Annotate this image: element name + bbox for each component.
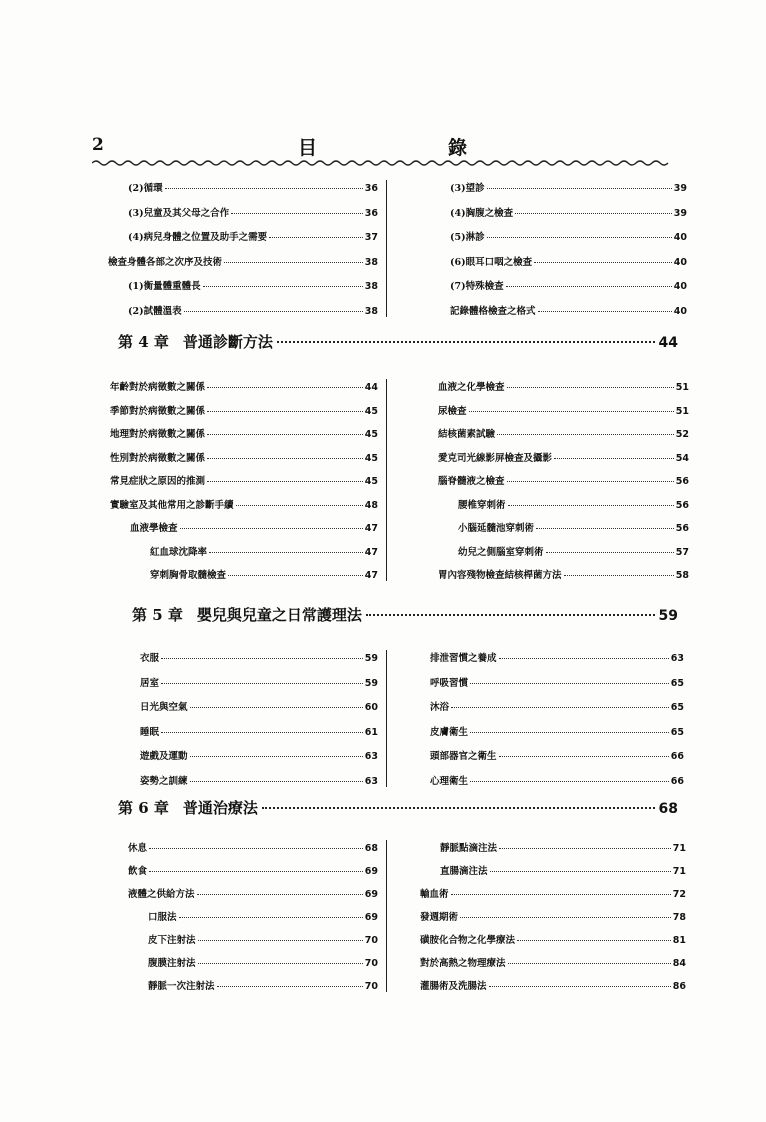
toc-entry-page: 40 [673,256,687,268]
toc-entry-page: 71 [672,866,686,877]
leader-dots [534,262,672,263]
leader-dots [149,848,363,849]
toc-entry-title: 結核菌素試驗 [438,429,496,440]
toc-entry [438,403,689,417]
toc-entry [140,675,378,689]
chapter-page: 68 [658,801,678,817]
toc-entry-page: 47 [364,570,378,581]
toc-entry [140,699,378,713]
toc-entry-title: (2)循環 [128,183,163,194]
leader-dots [180,528,363,529]
toc-entry-page: 63 [364,751,378,762]
toc-entry-page: 56 [675,523,689,534]
toc-entry-page: 59 [364,677,378,689]
leader-dots [487,188,672,189]
toc-entry-title: (2)試體溫表 [128,305,182,317]
toc-entry [450,278,687,292]
toc-entry [110,403,378,417]
toc-entry-title: 腹膜注射法 [148,958,196,969]
toc-entry-page: 45 [364,405,378,417]
chapter-5-heading [132,604,678,625]
chapter-page: 44 [658,335,678,351]
toc-entry [420,909,686,923]
leader-dots [198,963,363,964]
toc-entry [110,520,378,534]
leader-dots [207,434,363,435]
toc-entry-title: 皮下注射法 [148,935,196,946]
toc-entry-title: (7)特殊檢查 [450,281,504,292]
leader-dots [546,552,674,553]
leader-dots [207,387,363,388]
toc-entry-title: 性別對於病徵數之關係 [110,452,206,464]
toc-left-column [128,840,387,992]
toc-entry [450,180,687,194]
toc-entry [430,699,684,713]
toc-entry-page: 70 [364,958,378,969]
toc-entry-page: 72 [672,889,686,900]
toc-entry [108,278,378,292]
toc-entry-title: (3)兒童及其父母之合作 [128,207,230,219]
toc-entry-title: (5)淋診 [450,232,485,243]
leader-dots [190,756,363,757]
leader-dots [508,505,674,506]
toc-entry [438,544,689,558]
toc-entry-page: 39 [673,207,687,219]
running-title-left: 目 [298,137,320,159]
toc-entry-page: 86 [672,981,686,992]
toc-entry-title: 口服法 [148,912,177,923]
toc-entry [438,567,689,581]
toc-entry-page: 56 [675,476,689,487]
toc-entry-page: 70 [364,981,378,992]
toc-left-column [108,180,387,317]
toc-entry-page: 40 [673,305,687,317]
toc-entry-page: 48 [364,499,378,511]
toc-entry [140,773,378,787]
toc-entry [128,840,378,854]
toc-entry-page: 44 [364,382,378,393]
toc-entry-page: 45 [364,429,378,440]
toc-entry-title: 姿勢之訓練 [140,775,188,787]
toc-entry [128,978,378,992]
toc-entry-page: 56 [675,499,689,511]
leader-dots [197,894,363,895]
toc-entry [438,379,689,393]
toc-entry-page: 60 [364,702,378,713]
toc-entry-title: (1)衡量體重體長 [128,281,201,292]
toc-right-column [430,650,684,787]
leader-dots [262,807,655,809]
toc-entry [420,955,686,969]
toc-entry-page: 65 [670,677,684,689]
toc-entry-title: 排泄習慣之養成 [430,653,497,664]
toc-entry-title: (4)胸腹之檢查 [450,207,514,219]
leader-dots [224,262,363,263]
toc-entry-title: 呼吸習慣 [430,677,469,689]
toc-entry [430,724,684,738]
toc-entry-title: 對於高熱之物理療法 [420,958,506,969]
toc-entry-page: 45 [364,476,378,487]
toc-entry-page: 58 [675,570,689,581]
toc-entry-title: 血液學檢查 [130,523,178,534]
toc-entry [450,205,687,219]
toc-entry-title: 靜脈點滴注法 [440,843,498,854]
toc-entry-page: 39 [673,183,687,194]
toc-entry-title: 灌腸術及洗腸法 [420,981,487,992]
toc-entry [108,254,378,268]
toc-entry-title: 腦脊髓液之檢查 [438,476,505,487]
leader-dots [499,756,669,757]
chapter-4-heading [118,331,678,352]
leader-dots [190,707,363,708]
toc-entry-title: 磺胺化合物之化學療法 [420,935,516,946]
toc-entry-page: 47 [364,523,378,534]
leader-dots [499,658,669,659]
toc-entry [110,450,378,464]
toc-entry [420,863,686,877]
toc-entry-title: 地理對於病徵數之關係 [110,429,206,440]
page-number: 2 [92,135,104,155]
leader-dots [184,311,363,312]
toc-entry [430,650,684,664]
toc-entry [128,886,378,900]
leader-dots [497,434,674,435]
chapter-number: 第 4 章 [118,333,169,351]
toc-entry [110,473,378,487]
leader-dots [161,683,363,684]
leader-dots [203,286,363,287]
leader-dots [564,575,674,576]
toc-entry [140,650,378,664]
toc-entry-page: 65 [670,702,684,713]
toc-entry-page: 70 [364,935,378,946]
toc-entry-title: 睡眠 [140,726,160,738]
leader-dots [554,458,674,459]
header-wavy-rule [92,158,672,168]
leader-dots [366,614,655,616]
toc-entry-page: 69 [364,889,378,900]
toc-entry-title: 常見症狀之原因的推測 [110,476,206,487]
toc-entry [420,978,686,992]
toc-entry-page: 63 [670,653,684,664]
toc-entry [438,450,689,464]
toc-entry-title: 血液之化學檢查 [438,382,505,393]
leader-dots [470,781,669,782]
toc-entry [420,840,686,854]
toc-entry-title: 沐浴 [430,702,450,713]
toc-left-column [140,650,387,787]
leader-dots [536,528,674,529]
leader-dots [277,341,655,343]
toc-entry [450,254,687,268]
toc-entry-page: 38 [364,281,378,292]
toc-entry [140,724,378,738]
toc-entry-page: 71 [672,843,686,854]
leader-dots [149,871,363,872]
toc-entry [108,180,378,194]
toc-entry [438,473,689,487]
toc-entry [450,303,687,317]
leader-dots [231,213,363,214]
leader-dots [507,481,674,482]
chapter-6-heading [118,797,678,818]
toc-entry-title: 年齡對於病徵數之關係 [110,382,206,393]
toc-entry-page: 51 [675,405,689,417]
toc-entry-page: 52 [675,429,689,440]
leader-dots [161,658,363,659]
toc-entry-title: 發週期術 [420,912,459,923]
running-title-right: 錄 [448,137,470,159]
toc-entry [108,205,378,219]
toc-entry [128,932,378,946]
leader-dots [269,237,363,238]
toc-entry-page: 84 [672,958,686,969]
toc-entry-title: (4)病兒身體之位置及助手之需要 [128,232,268,243]
toc-entry-title: 尿檢查 [438,405,467,417]
toc-entry-title: 頭部器官之衛生 [430,751,497,762]
toc-entry-title: 日光與空氣 [140,702,188,713]
toc-entry-title: 皮膚衛生 [430,726,469,738]
toc-entry-title: 小腦延髓池穿刺術 [458,523,535,534]
toc-entry [108,303,378,317]
toc-entry-title: 幼兒之側腦室穿刺術 [458,546,544,558]
leader-dots [487,237,672,238]
toc-entry-title: 實驗室及其他常用之診斷手續 [110,499,234,511]
leader-dots [451,894,671,895]
toc-entry-page: 37 [364,232,378,243]
toc-entry [110,497,378,511]
toc-entry-title: 穿刺胸骨取髓檢查 [150,570,227,581]
chapter-title: 普通治療法 [182,799,258,817]
toc-entry-title: 液體之供給方法 [128,889,195,900]
toc-entry-title: (6)眼耳口咽之檢查 [450,256,533,268]
toc-entry-page: 36 [364,207,378,219]
toc-entry [110,544,378,558]
toc-entry [110,379,378,393]
toc-entry-title: 休息 [128,843,148,854]
toc-entry-title: 輸血術 [420,889,449,900]
toc-entry-title: 靜脈一次注射法 [148,981,215,992]
toc-entry-title: 遊戲及運動 [140,751,188,762]
leader-dots [179,917,363,918]
toc-left-column [110,379,387,581]
toc-entry-page: 36 [364,183,378,194]
leader-dots [460,917,671,918]
toc-entry [128,909,378,923]
chapter-title: 嬰兒與兒童之日常護理法 [196,606,362,624]
toc-entry [438,426,689,440]
toc-entry-title: 腰椎穿刺術 [458,499,506,511]
leader-dots [190,781,363,782]
toc-entry-title: 衣服 [140,653,160,664]
leader-dots [469,411,674,412]
leader-dots [470,683,669,684]
toc-entry-page: 81 [672,935,686,946]
toc-entry [430,773,684,787]
toc-entry-page: 61 [364,726,378,738]
toc-entry-title: (3)望診 [450,183,485,194]
leader-dots [470,732,669,733]
toc-entry-page: 57 [675,546,689,558]
toc-entry-page: 40 [673,232,687,243]
toc-entry-title: 心理衛生 [430,775,469,787]
toc-entry-title: 記錄體格檢查之格式 [450,305,536,317]
toc-entry-page: 59 [364,653,378,664]
leader-dots [506,286,672,287]
leader-dots [209,552,363,553]
toc-entry-title: 紅血球沈降率 [150,546,208,558]
toc-entry-page: 66 [670,751,684,762]
leader-dots [207,458,363,459]
toc-entry-page: 47 [364,546,378,558]
chapter-page: 59 [658,608,678,624]
toc-entry-page: 78 [672,912,686,923]
leader-dots [489,986,671,987]
toc-entry-page: 54 [675,452,689,464]
toc-entry-page: 66 [670,775,684,787]
toc-entry-page: 63 [364,775,378,787]
toc-entry-page: 38 [364,256,378,268]
toc-right-column [438,379,689,581]
leader-dots [451,707,669,708]
toc-entry-title: 愛克司光線影屏檢查及攝影 [438,452,553,464]
toc-entry-page: 45 [364,452,378,464]
toc-entry [420,932,686,946]
chapter-number: 第 5 章 [132,606,183,624]
leader-dots [236,505,363,506]
toc-right-column [450,180,687,317]
toc-entry [450,229,687,243]
leader-dots [507,387,674,388]
toc-entry-title: 季節對於病徵數之關係 [110,405,206,417]
toc-entry-title: 飲食 [128,866,148,877]
toc-entry-page: 69 [364,866,378,877]
toc-entry [140,748,378,762]
leader-dots [207,411,363,412]
toc-entry [110,426,378,440]
toc-entry-page: 69 [364,912,378,923]
leader-dots [499,848,671,849]
leader-dots [198,940,363,941]
toc-entry-page: 65 [670,726,684,738]
leader-dots [207,481,363,482]
toc-entry-title: 胃內容殘物檢查結核桿菌方法 [438,570,562,581]
toc-entry-page: 38 [364,305,378,317]
leader-dots [515,213,672,214]
leader-dots [508,963,671,964]
toc-entry [108,229,378,243]
toc-entry-page: 68 [364,843,378,854]
toc-entry-page: 40 [673,281,687,292]
toc-entry [128,955,378,969]
leader-dots [217,986,363,987]
toc-entry-page: 51 [675,382,689,393]
leader-dots [517,940,671,941]
toc-entry [430,748,684,762]
toc-entry [110,567,378,581]
chapter-number: 第 6 章 [118,799,169,817]
toc-right-column [420,840,686,992]
toc-entry [420,886,686,900]
toc-entry [128,863,378,877]
toc-entry-title: 居室 [140,677,160,689]
leader-dots [165,188,363,189]
toc-entry-title: 直腸滴注法 [440,866,488,877]
chapter-title: 普通診斷方法 [182,333,273,351]
leader-dots [161,732,363,733]
toc-entry [438,497,689,511]
leader-dots [538,311,672,312]
toc-entry-title: 檢查身體各部之次序及技術 [108,256,223,268]
leader-dots [228,575,363,576]
toc-entry [438,520,689,534]
toc-entry [430,675,684,689]
leader-dots [490,871,671,872]
